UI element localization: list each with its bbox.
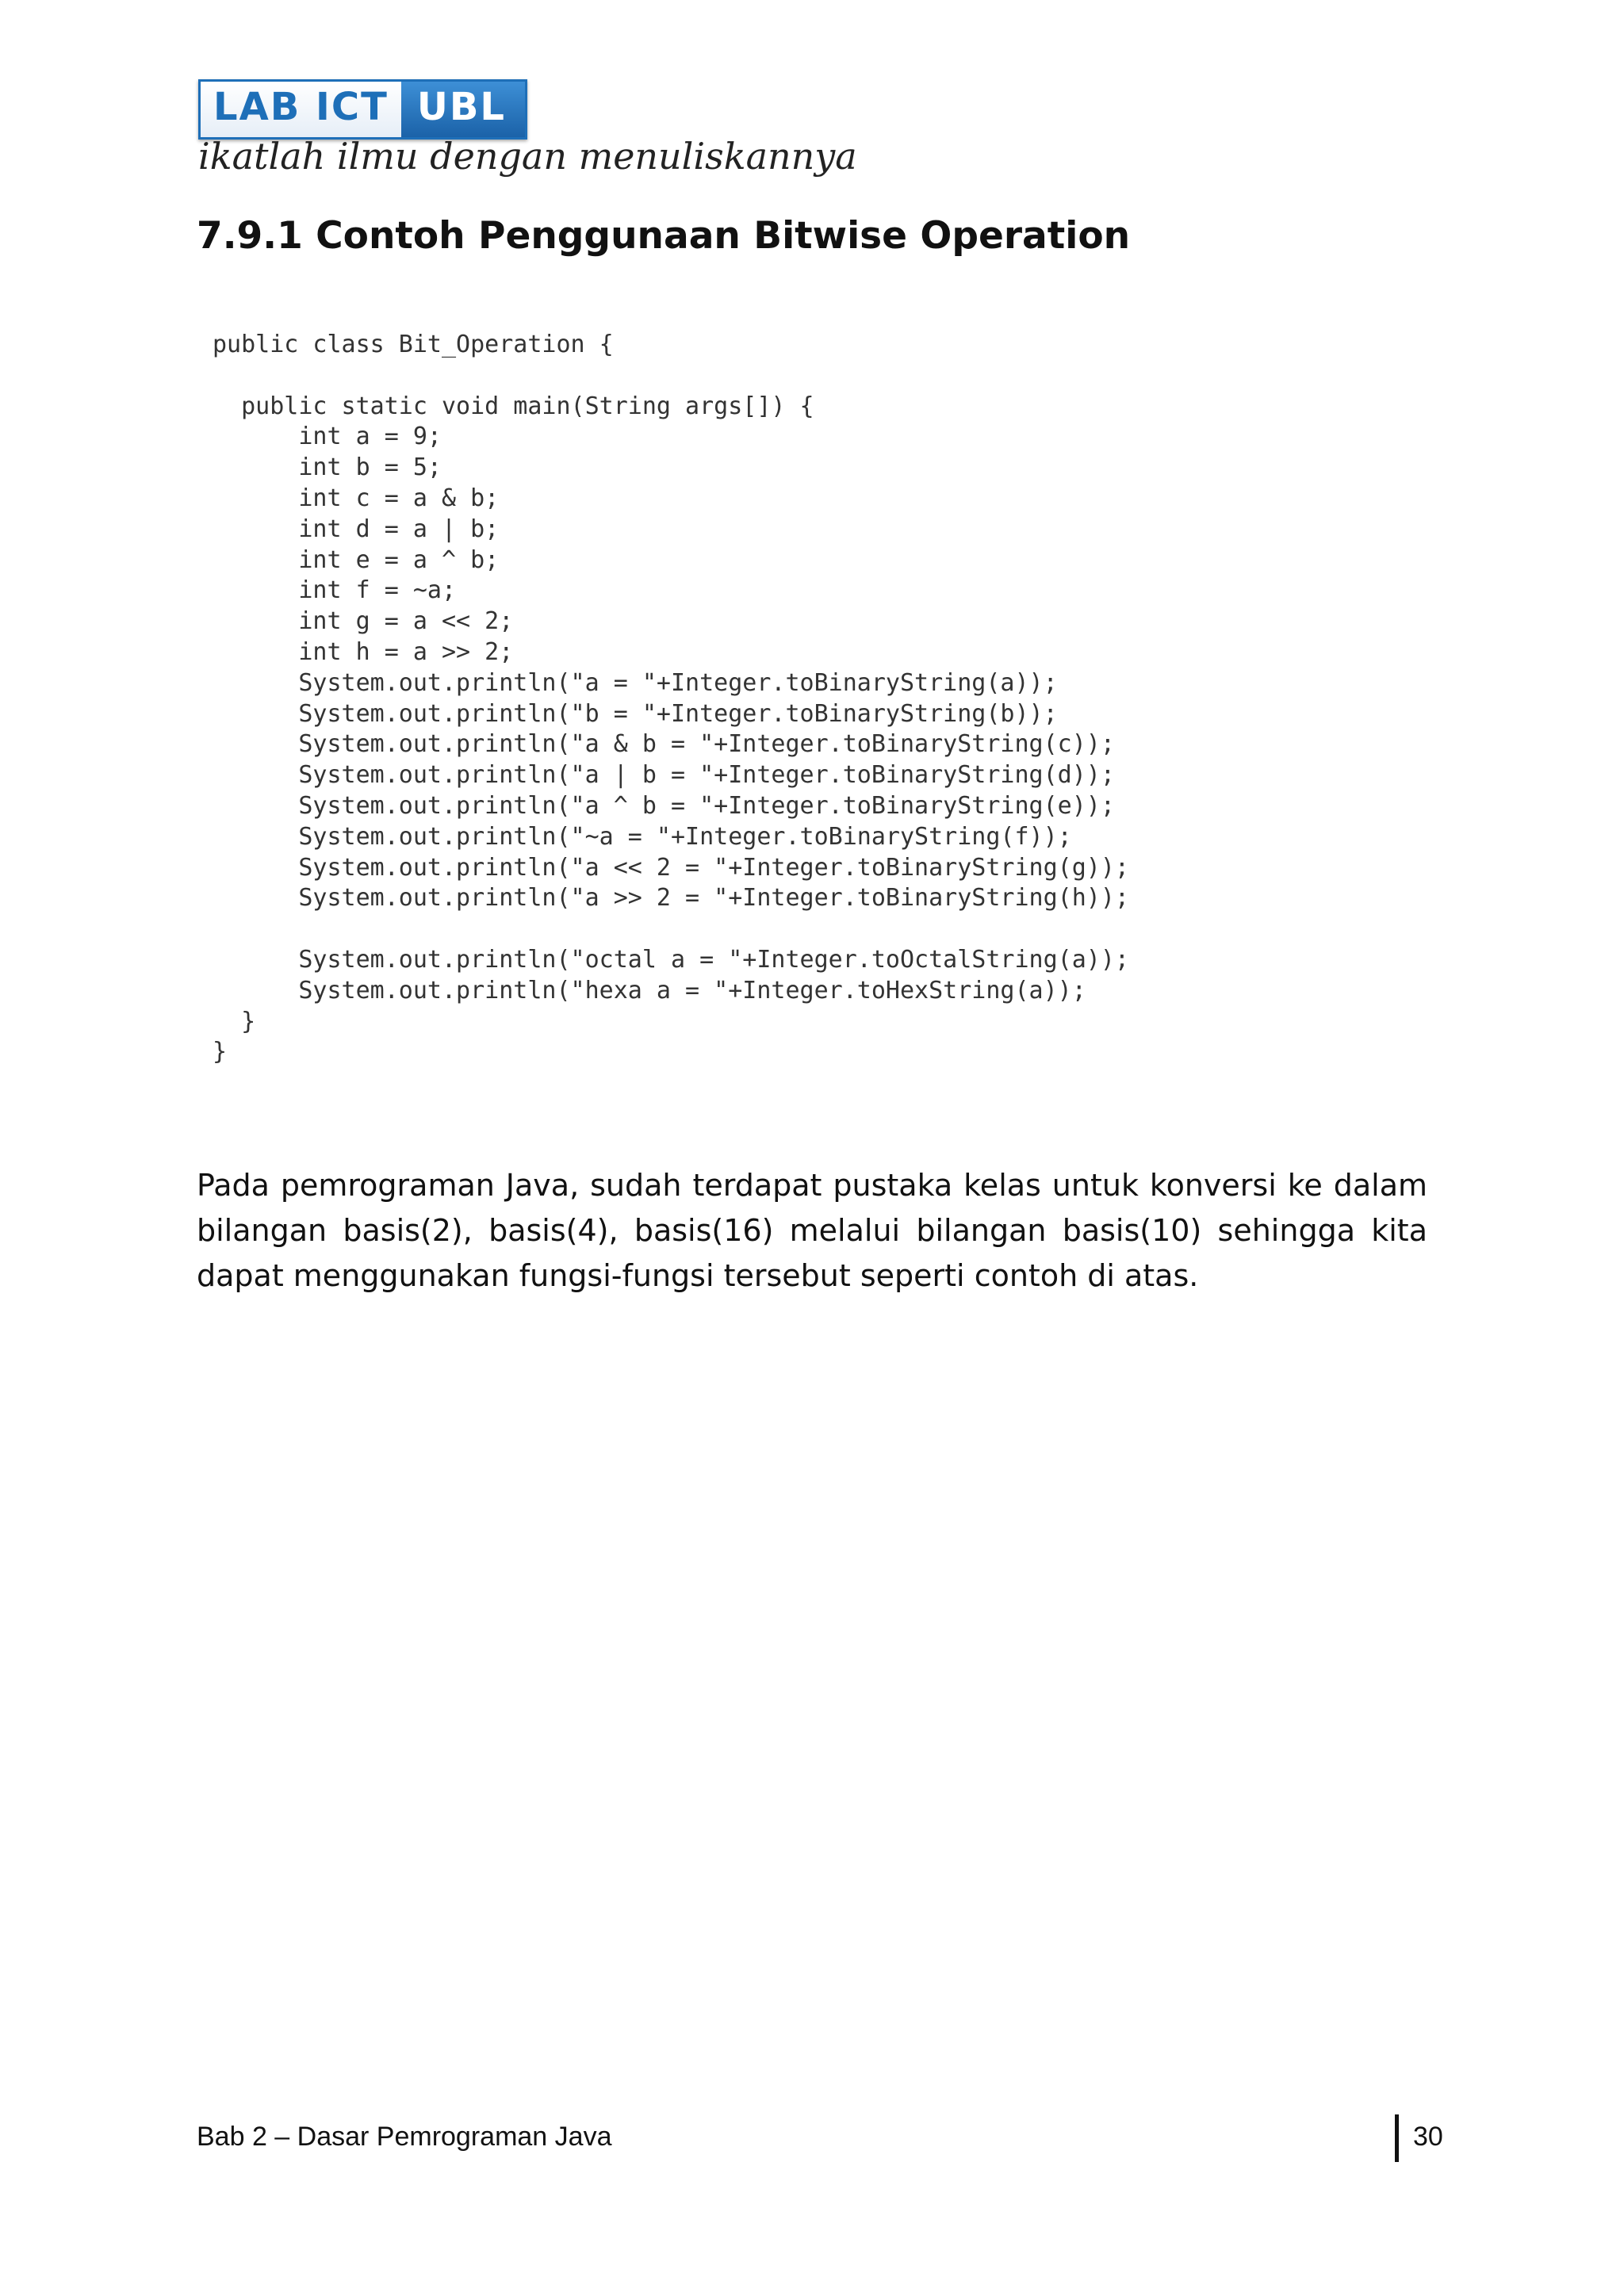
code-line: public static void main(String args[]) { <box>213 392 814 420</box>
footer-divider <box>1395 2114 1399 2162</box>
code-line <box>213 914 1129 945</box>
code-line: int f = ~a; <box>213 576 457 605</box>
code-line: System.out.println("a << 2 = "+Integer.toBinaryString(g)); <box>213 853 1129 882</box>
code-line: public class Bit_Operation { <box>213 331 614 358</box>
code-line: int h = a >> 2; <box>213 637 514 666</box>
code-line: int d = a | b; <box>213 515 500 543</box>
body-paragraph: Pada pemrograman Java, sudah terdapat pustaka kelas untuk konversi ke dalam bilangan basis(2), basis(4), basis(16) melalui bilangan basis(10) sehingga kita dapat menggunakan fungsi-fungsi tersebut seperti contoh di atas. <box>197 1168 1427 1293</box>
code-line: System.out.println("a & b = "+Integer.toBinaryString(c)); <box>213 730 1115 759</box>
code-line: } <box>213 1007 256 1035</box>
footer-chapter-title: Bab 2 – Dasar Pemrograman Java <box>197 2122 612 2152</box>
page-number: 30 <box>1413 2122 1443 2152</box>
code-line: int b = 5; <box>213 453 442 482</box>
code-line: System.out.println("a >> 2 = "+Integer.toBinaryString(h)); <box>213 884 1129 913</box>
logo-text-lab-ict: LAB ICT <box>201 82 401 137</box>
code-line: int a = 9; <box>213 423 442 451</box>
code-line: int c = a & b; <box>213 484 500 512</box>
code-line: System.out.println("~a = "+Integer.toBinaryString(f)); <box>213 822 1072 851</box>
code-line: int g = a << 2; <box>213 607 514 636</box>
code-line: System.out.println("a | b = "+Integer.toBinaryString(d)); <box>213 761 1115 790</box>
code-line: int e = a ^ b; <box>213 545 500 574</box>
code-line: System.out.println("b = "+Integer.toBinaryString(b)); <box>213 699 1058 728</box>
lab-ict-ubl-logo <box>198 79 527 140</box>
logo-text-ubl: UBL <box>401 82 525 137</box>
code-listing <box>213 330 1129 1068</box>
section-heading: 7.9.1 Contoh Penggunaan Bitwise Operation <box>197 214 1131 258</box>
code-line: System.out.println("hexa a = "+Integer.toHexString(a)); <box>213 976 1086 1004</box>
header-tagline: ikatlah ilmu dengan menuliskannya <box>198 135 857 178</box>
code-line <box>213 361 1129 392</box>
code-line: } <box>213 1038 228 1066</box>
code-line: System.out.println("a = "+Integer.toBinaryString(a)); <box>213 668 1058 697</box>
code-line: System.out.println("a ^ b = "+Integer.toBinaryString(e)); <box>213 791 1115 820</box>
code-line: System.out.println("octal a = "+Integer.toOctalString(a)); <box>213 945 1129 974</box>
